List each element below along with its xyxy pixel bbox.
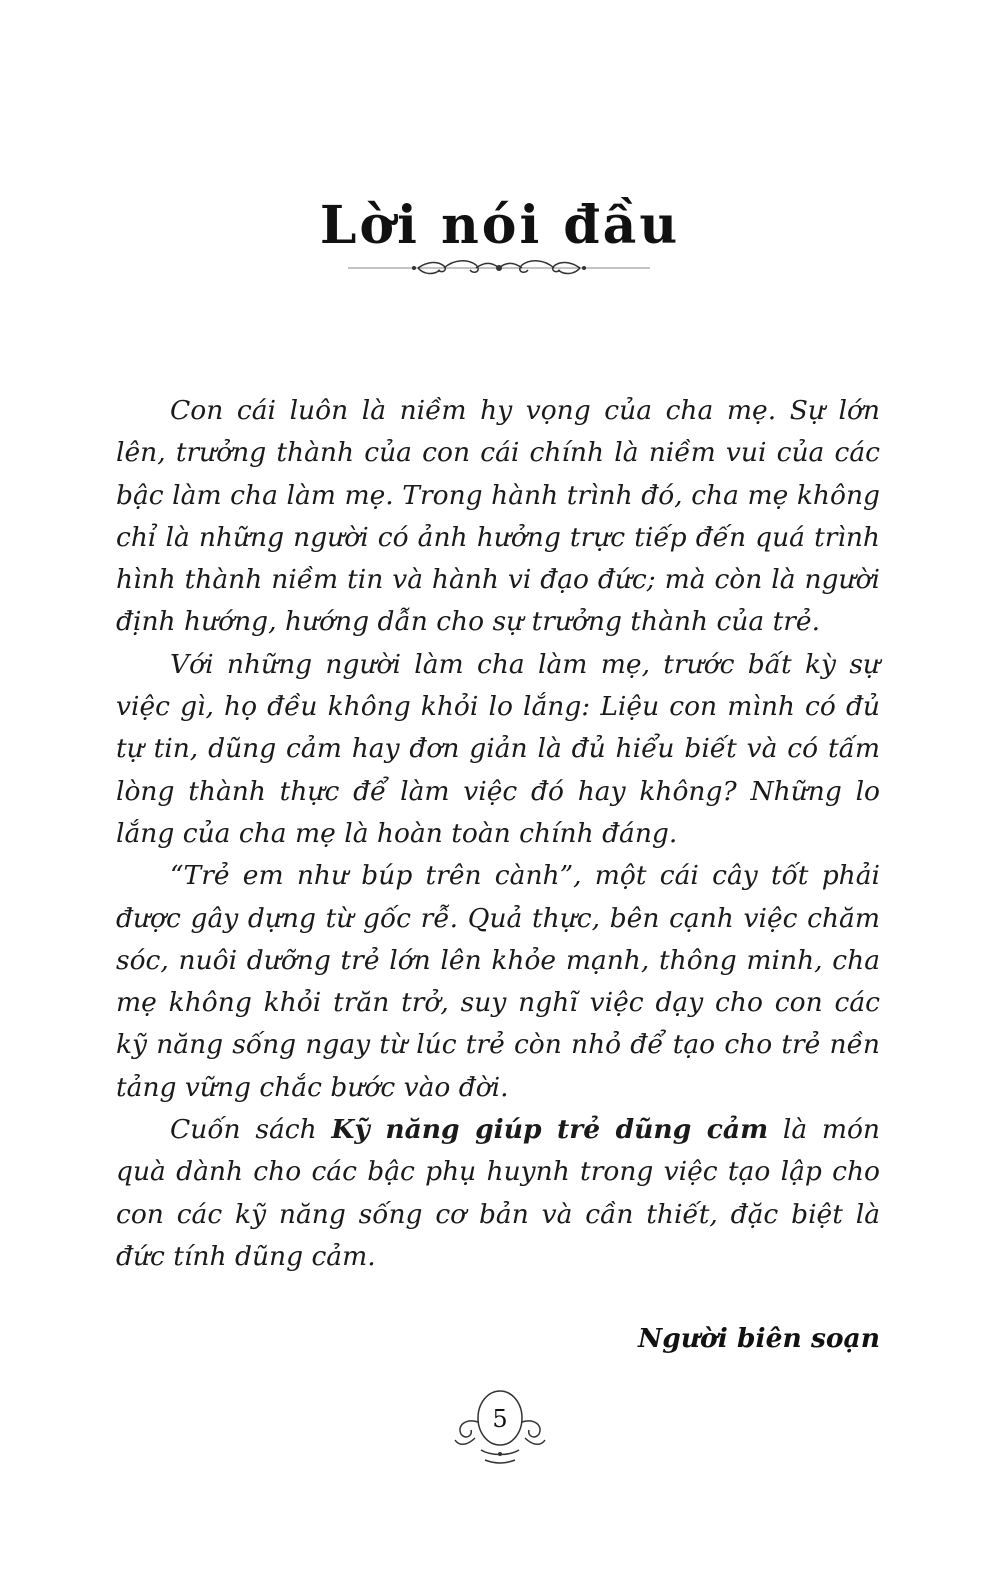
paragraph-text-before: Cuốn sách [170,1114,332,1146]
paragraph: Con cái luôn là niềm hy vọng của cha mẹ. Sự lớn lên, trưởng thành của con cái chính là niềm vui của các bậc làm cha làm mẹ. Trong hành trình đó, cha mẹ không chỉ là những người có ảnh hưởng trực tiếp đến quá trình hình thành niềm tin và hành vi đạo đức; mà còn là người định hướng, hướng dẫn cho sự trưởng thành của trẻ. [116,395,880,638]
author-signature: Người biên soạn [638,1323,880,1354]
page-number: 5 [492,1405,508,1433]
paragraph-with-book-title [116,1109,880,1278]
paragraph: Với những người làm cha làm mẹ, trước bất kỳ sự việc gì, họ đều không khỏi lo lắng: Liệu con mình có đủ tự tin, dũng cảm hay đơn giản là đủ hiểu biết và có tấm lòng thành thực để làm việc đó hay không? Những lo lắng của cha mẹ là hoàn toàn chính đáng. [116,648,880,849]
foreword-body [116,390,880,1278]
page-title: Lời nói đầu [319,195,681,256]
paragraph-text-after: là món quà dành cho các bậc phụ huynh trong việc tạo lập cho con các kỹ năng sống cơ bản và cần thiết, đặc biệt là đức tính dũng cảm. [116,1114,880,1272]
title-divider-ornament-icon [348,253,650,283]
book-title: Kỹ năng giúp trẻ dũng cảm [331,1114,769,1146]
paragraph: “Trẻ em như búp trên cành”, một cái cây tốt phải được gây dựng từ gốc rễ. Quả thực, bên cạnh việc chăm sóc, nuôi dưỡng trẻ lớn lên khỏe mạnh, thông minh, cha mẹ không khỏi trăn trở, suy nghĩ việc dạy cho con các kỹ năng sống ngay từ lúc trẻ còn nhỏ để tạo cho trẻ nền tảng vững chắc bước vào đời. [116,860,880,1103]
